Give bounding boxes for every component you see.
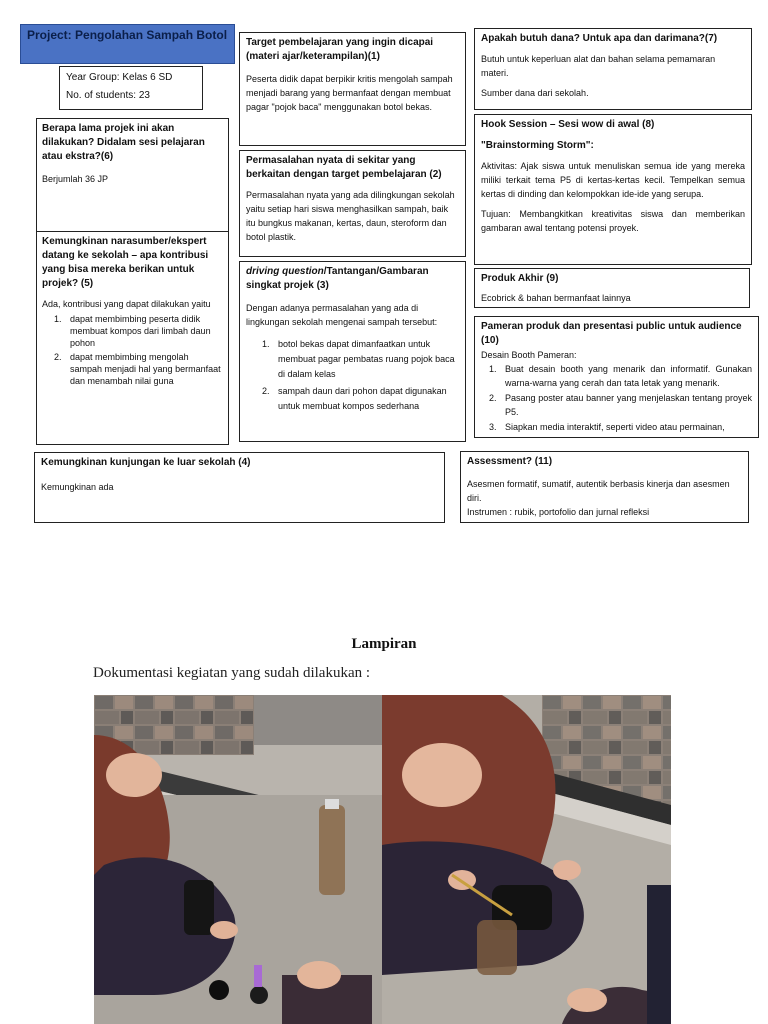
exhibition-intro: Desain Booth Pameran: xyxy=(481,350,577,360)
duration-body: Berjumlah 36 JP xyxy=(42,174,109,184)
hook-box xyxy=(474,114,752,265)
experts-heading: Kemungkinan narasumber/ekspert datang ke sekolah – apa kontribusi yang bisa mereka berikan untuk projek? (5) xyxy=(42,236,209,289)
list-item: 1. Buat desain booth yang menarik dan informatif. Gunakan warna-warna yang cerah dan tata letak yang menarik. xyxy=(499,362,752,390)
exhibition-box xyxy=(474,316,759,438)
funding-heading: Apakah butuh dana? Untuk apa dan darimana?(7) xyxy=(481,33,718,44)
assessment-body: Asesmen formatif, sumatif, autentik berbasis kinerja dan asesmen diri. xyxy=(467,479,730,503)
product-body: Ecobrick & bahan bermanfaat lainnya xyxy=(481,293,631,303)
activity-photo-left xyxy=(94,695,382,1024)
appendix-title: Lampiran xyxy=(351,636,417,652)
exhibition-heading: Pameran produk dan presentasi public untuk audience (10) xyxy=(481,321,742,346)
list-item: 1. botol bekas dapat dimanfaatkan untuk membuat pagar pembatas ruang pojok baca di dalam kelas xyxy=(272,337,459,382)
duration-heading: Berapa lama projek ini akan dilakukan? Didalam sesi pelajaran atau ekstra?(6) xyxy=(42,123,205,162)
visit-heading: Kemungkinan kunjungan ke luar sekolah (4) xyxy=(41,457,251,468)
experts-list xyxy=(42,313,223,387)
funding-line-2: Sumber dana dari sekolah. xyxy=(481,88,589,98)
funding-box xyxy=(474,28,752,110)
students-count: No. of students: 23 xyxy=(66,90,150,101)
driving-intro: Dengan adanya permasalahan yang ada di lingkungan sekolah mengenai sampah tersebut: xyxy=(246,303,438,327)
activity-photo-right xyxy=(382,695,671,1024)
driving-list xyxy=(246,337,459,414)
product-box xyxy=(474,268,750,308)
hook-goal: Tujuan: Membangkitkan kreativitas siswa dan memberikan gambaran awal tentang potensi proyek. xyxy=(481,209,745,233)
assessment-instruments: Instrumen : rubik, portofolio dan jurnal refleksi xyxy=(467,507,650,517)
activity-photo-right-image xyxy=(382,695,671,1024)
list-item: 2. dapat membimbing mengolah sampah menjadi hal yang bermanfaat dan menambah nilai guna xyxy=(64,351,223,387)
assessment-heading: Assessment? (11) xyxy=(467,456,553,467)
driving-heading xyxy=(246,265,459,293)
project-title: Project: Pengolahan Sampah Botol xyxy=(20,24,235,64)
problem-body: Permasalahan nyata yang ada dilingkungan sekolah yaitu setiap hari siswa menghasilkan sampah, baik itu bungkus makanan, kertas, daun, steroform dan botol plastik. xyxy=(246,190,455,242)
activity-photo-left-image xyxy=(94,695,382,1024)
target-heading: Target pembelajaran yang ingin dicapai (materi ajar/keterampilan)(1) xyxy=(246,37,434,62)
driving-heading-rest: /Tantangan/Gambaran singkat projek (3) xyxy=(246,266,429,291)
hook-activity: Aktivitas: Ajak siswa untuk menuliskan semua ide yang mereka miliki terkait tema P5 di kertas-kertas kecil. Tempelkan semua kertas di dinding dan kelompokkan ide-ide yang serupa. xyxy=(481,161,745,199)
target-body: Peserta didik dapat berpikir kritis mengolah sampah menjadi barang yang bermanfaat dengan membuat pagar "pojok baca" menggunakan botol bekas. xyxy=(246,74,453,112)
funding-line-1: Butuh untuk keperluan alat dan bahan selama pemamaran materi. xyxy=(481,54,716,78)
visit-body: Kemungkinan ada xyxy=(41,482,114,492)
driving-question-box xyxy=(239,261,466,442)
year-group: Year Group: Kelas 6 SD xyxy=(66,72,173,83)
list-item: 3. Siapkan media interaktif, seperti video atau permainan, xyxy=(499,420,752,434)
exhibition-list xyxy=(481,362,752,434)
target-box xyxy=(239,32,466,146)
visit-box xyxy=(34,452,445,523)
experts-intro: Ada, kontribusi yang dapat dilakukan yaitu xyxy=(42,299,211,309)
year-group-box xyxy=(59,66,203,110)
list-item: 1. dapat membimbing peserta didik membuat kompos dari limbah daun pohon xyxy=(64,313,223,349)
hook-subheading: "Brainstorming Storm": xyxy=(481,140,594,151)
appendix-caption: Dokumentasi kegiatan yang sudah dilakukan : xyxy=(93,665,371,681)
duration-box xyxy=(36,118,229,232)
problem-heading: Permasalahan nyata di sekitar yang berkaitan dengan target pembelajaran (2) xyxy=(246,155,442,180)
list-item: 2. Pasang poster atau banner yang menjelaskan tentang proyek P5. xyxy=(499,391,752,419)
assessment-box xyxy=(460,451,749,523)
hook-heading: Hook Session – Sesi wow di awal (8) xyxy=(481,119,655,130)
product-heading: Produk Akhir (9) xyxy=(481,273,559,284)
problem-box xyxy=(239,150,466,257)
list-item: 2. sampah daun dari pohon dapat digunakan untuk membuat kompos sederhana xyxy=(272,384,459,414)
experts-box xyxy=(36,231,229,445)
driving-heading-italic: driving question xyxy=(246,266,324,277)
